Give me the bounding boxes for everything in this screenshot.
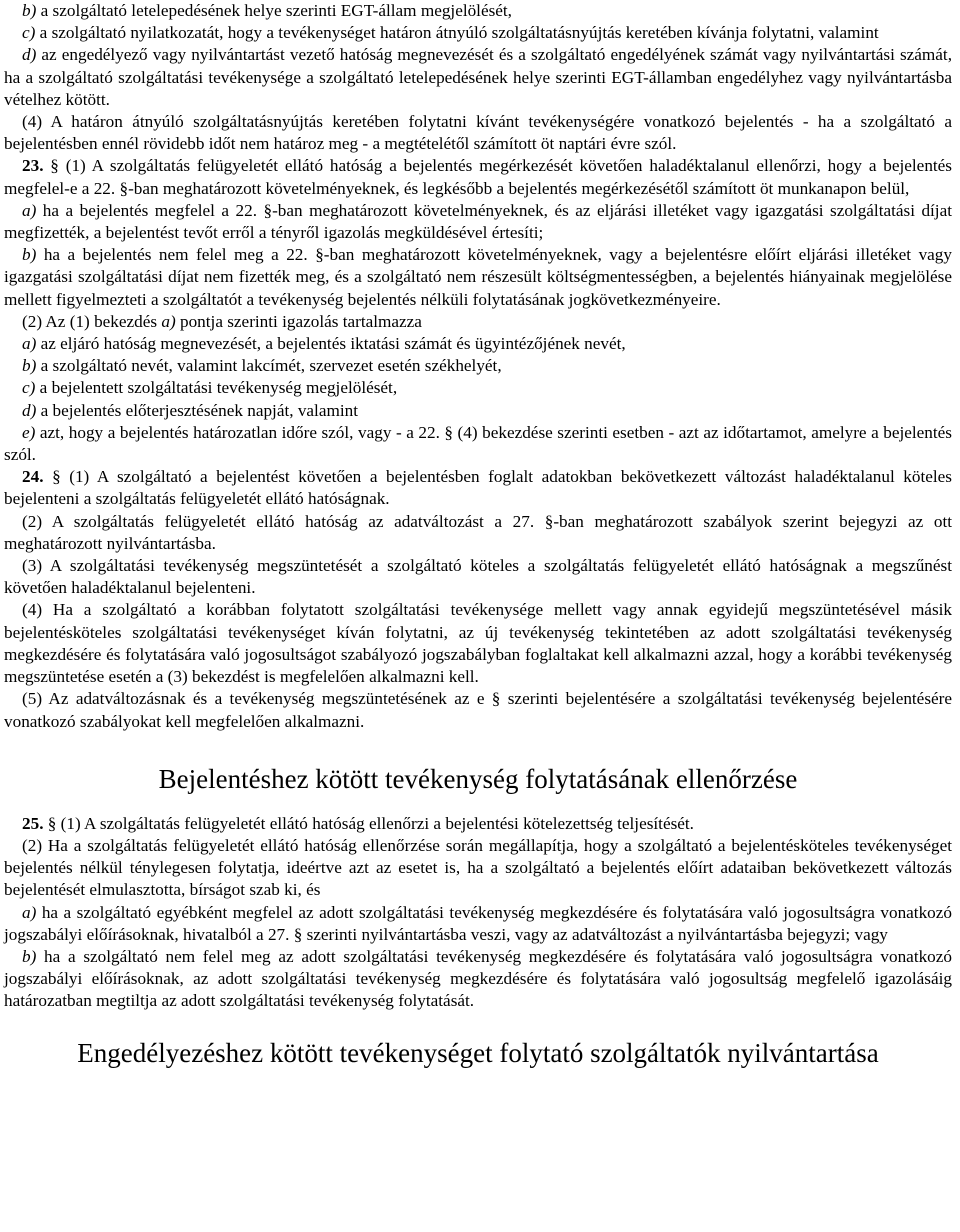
paragraph-text: (5) Az adatváltozásnak és a tevékenység megszüntetésének az e § szerinti bejelentésére a szolgáltatási tevékenység bejelentésére vonatkozó szabályokat kell megfelelően alkalmazni. (4, 689, 952, 731)
paragraph-text: az engedélyező vagy nyilvántartást vezető hatóság megnevezését és a szolgáltató engedélyének számát vagy nyilvántartási számát, ha a szolgáltató szolgáltatási tevékenysége a szolgáltató letelepedésének helye szerinti EGT-államban engedélyhez vagy nyilvántartásba vételhez kötött. (4, 45, 952, 109)
point-label: a) (161, 311, 176, 331)
paragraph-text: pontja szerinti igazolás tartalmazza (175, 311, 422, 331)
paragraph-text: az eljáró hatóság megnevezését, a bejelentés iktatási számát és ügyintézőjének nevét, (36, 334, 626, 354)
paragraph (4, 200, 952, 244)
paragraph (4, 511, 952, 555)
point-label: e) (22, 422, 36, 442)
paragraph-text: (2) Az (1) bekezdés (22, 311, 162, 331)
paragraph-text: (4) A határon átnyúló szolgáltatásnyújtás keretében folytatni kívánt tevékenységére vonatkozó bejelentés - ha a szolgáltató a bejelentésben ennél rövidebb időt nem határoz meg - a megtételétől számított öt naptári évre szól. (4, 112, 952, 154)
paragraph-text: ha a szolgáltató egyébként megfelel az adott szolgáltatási tevékenység megkezdésére és folytatására való jogosultságra vonatkozó jogszabályi előírásoknak, hivatalból a 27. § szerinti nyilvántartásba veszi, vagy az adatváltozást a nyilvántartásba bejegyzi; vagy (4, 902, 952, 944)
paragraph (4, 599, 952, 688)
paragraph (4, 466, 952, 510)
paragraph (4, 155, 952, 199)
paragraph (4, 355, 952, 377)
paragraph (4, 111, 952, 155)
point-label: a) (22, 902, 37, 922)
section-number: 24. (22, 467, 44, 487)
point-label: b) (22, 245, 37, 265)
paragraphs-before-heading (4, 0, 952, 733)
paragraph-text: (2) Ha a szolgáltatás felügyeletét ellátó hatóság ellenőrzése során megállapítja, hogy a szolgáltató a bejelentésköteles tevékenységet bejelentés nélkül ténylegesen folytatja, ideértve azt az esetet is, ha a szolgáltató a bejelentés előírt adataiban bekövetkezett változás bejelentését elmulasztotta, bírságot szab ki, és (4, 835, 952, 900)
paragraph (4, 422, 952, 466)
paragraph-text: ha a bejelentés megfelel a 22. §-ban meghatározott követelményeknek, és az eljárási illetéket vagy igazgatási szolgáltatási díjat megfizették, a bejelentést tevőt erről a tényről igazolás megküldésével értesíti; (4, 200, 952, 243)
paragraph (4, 22, 952, 44)
paragraph-text: (4) Ha a szolgáltató a korábban folytatott szolgáltatási tevékenysége mellett vagy annak egyidejű megszüntetésével másik bejelentésköteles szolgáltatási tevékenységet kíván folytatni, az új tevékenység tekintetében az adott szolgáltatási tevékenység megkezdésére és folytatására való jogosultságot szabályozó jogszabályban foglaltakat kell alkalmazni azzal, hogy a korábbi tevékenység megszüntetése esetén a (3) bekezdést is megfelelően alkalmazni kell. (4, 600, 952, 687)
paragraph (4, 946, 952, 1013)
section-number: 25. (22, 813, 44, 833)
paragraph (4, 555, 952, 599)
paragraph-text: a szolgáltató letelepedésének helye szerinti EGT-állam megjelölését, (36, 1, 512, 20)
point-label: b) (22, 1, 37, 20)
point-label: b) (22, 946, 37, 966)
point-label: d) (22, 45, 37, 65)
paragraph (4, 835, 952, 902)
paragraph (4, 311, 952, 333)
paragraph-text: a bejelentett szolgáltatási tevékenység megjelölését, (35, 378, 398, 398)
point-label: c) (22, 23, 36, 43)
paragraph-text: § (1) A szolgáltató a bejelentést követően a bejelentésben foglalt adatokban bekövetkezett változást haladéktalanul köteles bejelenteni a szolgáltatás felügyeletét ellátó hatóságnak. (4, 467, 952, 509)
section-heading-registry: Engedélyezéshez kötött tevékenységet folytató szolgáltatók nyilvántartása (77, 1037, 879, 1068)
paragraph-text: (2) A szolgáltatás felügyeletét ellátó hatóság az adatváltozást a 27. §-ban meghatározott szabályok szerint bejegyzi az ott meghatározott nyilvántartásba. (4, 511, 952, 553)
point-label: b) (22, 356, 37, 376)
point-label: c) (22, 378, 36, 398)
paragraph-text: § (1) A szolgáltatás felügyeletét ellátó hatóság a bejelentés megérkezését követően haladéktalanul ellenőrzi, hogy a bejelentés megfelel-e a 22. §-ban meghatározott követelményeknek, és legkésőbb a bejelentés megérkezésétől számított öt munkanapon belül, (4, 156, 952, 198)
paragraph (4, 377, 952, 399)
point-label: d) (22, 400, 37, 420)
section-heading-control: Bejelentéshez kötött tevékenység folytatásának ellenőrzése (158, 763, 798, 794)
point-label: a) (22, 200, 37, 220)
paragraph (4, 813, 952, 835)
paragraphs-after-heading (4, 813, 952, 1013)
paragraph (4, 688, 952, 732)
paragraph-text: azt, hogy a bejelentés határozatlan időre szól, vagy - a 22. § (4) bekezdése szerinti esetben - azt az időtartamot, amelyre a bejelentés szól. (4, 422, 952, 465)
paragraph-text: a bejelentés előterjesztésének napját, valamint (36, 400, 358, 420)
paragraph (4, 400, 952, 422)
section-number: 23. (22, 156, 44, 176)
paragraph-text: ha a szolgáltató nem felel meg az adott szolgáltatási tevékenység megkezdésére és folytatására való jogosultságra vonatkozó jogszabályi előírásoknak, az adott szolgáltatási tevékenység megkezdésére és folytatására való jogosultság megfelelő igazolásáig határozatban megtiltja az adott szolgáltatási tevékenység folytatását. (4, 946, 952, 1011)
paragraph (4, 0, 952, 22)
paragraph (4, 44, 952, 111)
paragraph-text: a szolgáltató nyilatkozatát, hogy a tevékenységet határon átnyúló szolgáltatásnyújtás keretében kívánja folytatni, valamint (35, 23, 879, 43)
paragraph-text: § (1) A szolgáltatás felügyeletét ellátó hatóság ellenőrzi a bejelentési kötelezettség teljesítését. (43, 813, 694, 833)
paragraph-text: ha a bejelentés nem felel meg a 22. §-ban meghatározott követelményeknek, vagy a bejelentésre előírt eljárási illetéket vagy igazgatási szolgáltatási díjat nem fizették meg, és a szolgáltató nem részesült költségmentességben, a bejelentés hiányainak megjelölése mellett figyelmezteti a szolgáltatót a tevékenység bejelentés nélküli folytatásának jogkövetkezményeire. (4, 245, 952, 309)
paragraph (4, 902, 952, 946)
paragraph (4, 333, 952, 355)
paragraph-text: a szolgáltató nevét, valamint lakcímét, szervezet esetén székhelyét, (36, 356, 502, 376)
point-label: a) (22, 334, 37, 354)
paragraph-text: (3) A szolgáltatási tevékenység megszüntetését a szolgáltató köteles a szolgáltatás felügyeletét ellátó hatóságnak a megszűnést követően haladéktalanul bejelenteni. (4, 556, 952, 598)
paragraph (4, 244, 952, 311)
